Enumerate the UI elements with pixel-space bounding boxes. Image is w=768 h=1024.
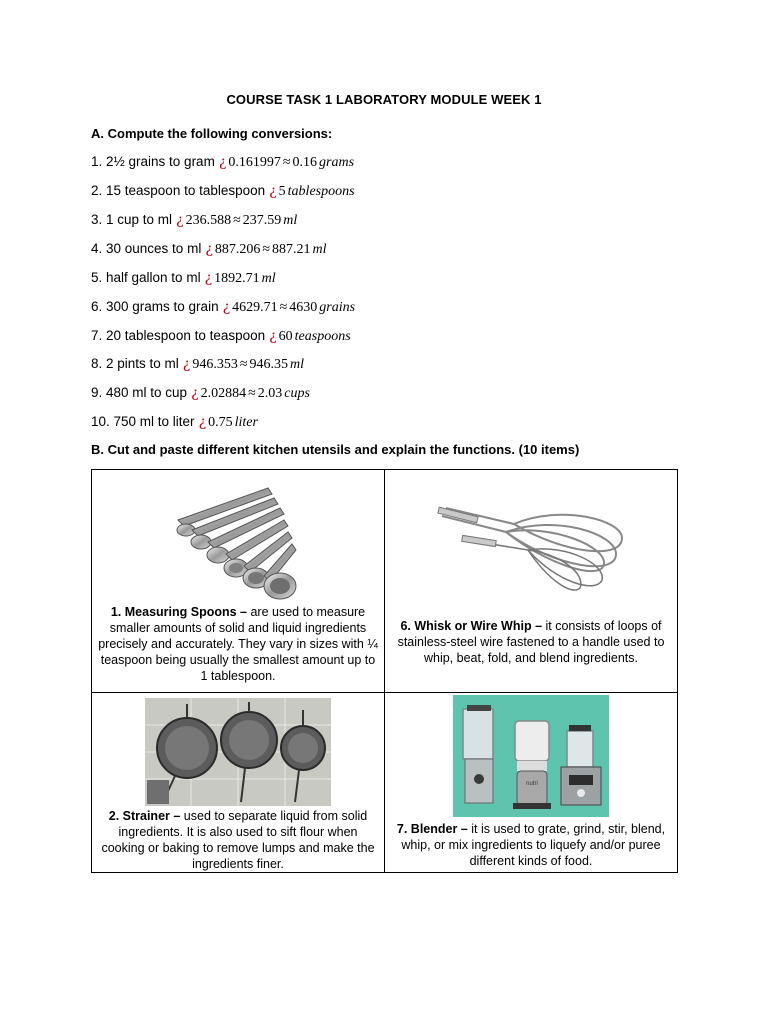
answer-marker: ¿ xyxy=(204,270,213,286)
conversion-answer xyxy=(279,329,351,345)
utensil-name: 2. Strainer – xyxy=(108,809,184,823)
answer-marker: ¿ xyxy=(269,328,277,344)
conversion-question: 8. 2 pints to ml xyxy=(91,356,179,371)
conversion-item xyxy=(91,183,355,200)
conversion-answer xyxy=(279,184,355,200)
utensil-function: it is used to grate, grind, stir, blend, whip, or mix ingredients to liquefy and/or puree different kinds of food. xyxy=(401,822,666,868)
whisk-description xyxy=(385,618,677,666)
answer-unit: ml xyxy=(312,242,327,257)
conversion-question: 1. 2½ grains to gram xyxy=(91,154,215,169)
answer-marker: ¿ xyxy=(218,154,227,170)
answer-value: 887.206 xyxy=(214,242,261,257)
answer-marker: ¿ xyxy=(205,241,213,257)
answer-rounded: 237.59 xyxy=(242,213,282,228)
answer-unit: teaspoons xyxy=(294,329,351,344)
approx-symbol: ≈ xyxy=(248,386,256,401)
measuring-spoons-image xyxy=(168,480,308,604)
conversion-question: 10. 750 ml to liter xyxy=(91,414,195,429)
answer-rounded: 4630 xyxy=(289,300,318,315)
conversion-question: 5. half gallon to ml xyxy=(91,270,201,285)
conversion-item xyxy=(91,414,258,431)
answer-unit: grains xyxy=(319,300,356,315)
utensil-name: 7. Blender – xyxy=(396,822,472,836)
svg-text:nutri: nutri xyxy=(526,781,538,787)
answer-marker: ¿ xyxy=(269,183,277,199)
utensils-table xyxy=(91,469,678,873)
measuring-spoons-description xyxy=(92,604,384,684)
conversion-item xyxy=(91,356,304,373)
conversion-answer xyxy=(201,386,310,402)
answer-value: 60 xyxy=(278,329,293,344)
answer-unit: cups xyxy=(284,386,310,401)
conversion-answer xyxy=(186,213,298,229)
answer-marker: ¿ xyxy=(222,299,231,315)
answer-unit: tablespoons xyxy=(287,184,355,199)
section-a-heading: A. Compute the following conversions: xyxy=(91,126,333,141)
answer-marker: ¿ xyxy=(191,385,199,401)
conversion-answer xyxy=(214,271,276,287)
conversion-item xyxy=(91,328,351,345)
conversion-item xyxy=(91,212,297,229)
answer-unit: liter xyxy=(234,415,258,430)
utensil-cell-whisk xyxy=(385,470,678,693)
answer-marker: ¿ xyxy=(182,356,191,372)
blender-description xyxy=(385,821,677,869)
section-b-heading: B. Cut and paste different kitchen utensils and explain the functions. (10 items) xyxy=(91,442,580,457)
answer-value: 2.02884 xyxy=(200,386,247,401)
approx-symbol: ≈ xyxy=(282,155,291,170)
approx-symbol: ≈ xyxy=(279,300,288,315)
answer-marker: ¿ xyxy=(176,212,184,228)
strainer-description xyxy=(92,808,384,872)
conversion-question: 3. 1 cup to ml xyxy=(91,212,173,227)
answer-unit: grams xyxy=(319,155,355,170)
answer-value: 0.75 xyxy=(208,415,233,430)
answer-value: 236.588 xyxy=(185,213,232,228)
utensil-name: 1. Measuring Spoons – xyxy=(110,605,251,619)
answer-rounded: 946.35 xyxy=(249,357,288,372)
blender-image xyxy=(453,695,609,817)
conversion-answer xyxy=(208,415,258,431)
utensil-function: used to separate liquid from solid ingredients. It is also used to sift flour when cooking or baking to remove lumps and make the ingredients finer. xyxy=(101,809,375,871)
conversion-item xyxy=(91,299,355,316)
utensil-function: are used to measure smaller amounts of solid and liquid ingredients precisely and accurately. They vary in sizes with ¼ teaspoon being usually the smallest amount up to 1 tablespoon. xyxy=(98,605,378,683)
conversion-item xyxy=(91,385,310,402)
answer-rounded: 887.21 xyxy=(272,242,311,257)
conversion-question: 6. 300 grams to grain xyxy=(91,299,219,314)
answer-value: 946.353 xyxy=(192,357,238,372)
conversion-question: 4. 30 ounces to ml xyxy=(91,241,202,256)
answer-rounded: 0.16 xyxy=(292,155,318,170)
conversion-answer xyxy=(228,155,354,171)
whisk-image xyxy=(436,484,626,596)
answer-marker: ¿ xyxy=(198,414,207,430)
approx-symbol: ≈ xyxy=(262,242,271,257)
conversion-item xyxy=(91,154,354,171)
document-title: COURSE TASK 1 LABORATORY MODULE WEEK 1 xyxy=(226,92,542,107)
utensil-function: it consists of loops of stainless-steel wire fastened to a handle used to whip, beat, fold, and blend ingredients. xyxy=(397,619,665,665)
conversion-question: 2. 15 teaspoon to tablespoon xyxy=(91,183,266,198)
answer-rounded: 2.03 xyxy=(257,386,283,401)
conversion-question: 7. 20 tablespoon to teaspoon xyxy=(91,328,266,343)
conversion-answer xyxy=(232,300,355,316)
approx-symbol: ≈ xyxy=(233,213,241,228)
utensil-cell-blender xyxy=(385,693,678,873)
conversion-item xyxy=(91,270,276,287)
approx-symbol: ≈ xyxy=(239,357,248,372)
answer-unit: ml xyxy=(283,213,298,228)
answer-unit: ml xyxy=(290,357,304,372)
answer-value: 5 xyxy=(278,184,286,199)
answer-value: 1892.71 xyxy=(214,271,260,286)
conversion-answer xyxy=(192,357,304,373)
utensil-cell-measuring-spoons xyxy=(92,470,385,693)
conversion-answer xyxy=(215,242,327,258)
answer-value: 4629.71 xyxy=(232,300,278,315)
strainer-image xyxy=(145,698,331,806)
utensil-cell-strainer xyxy=(92,693,385,873)
conversion-question: 9. 480 ml to cup xyxy=(91,385,188,400)
conversion-item xyxy=(91,241,327,258)
utensil-name: 6. Whisk or Wire Whip – xyxy=(400,619,546,633)
answer-unit: ml xyxy=(261,271,276,286)
answer-value: 0.161997 xyxy=(228,155,281,170)
